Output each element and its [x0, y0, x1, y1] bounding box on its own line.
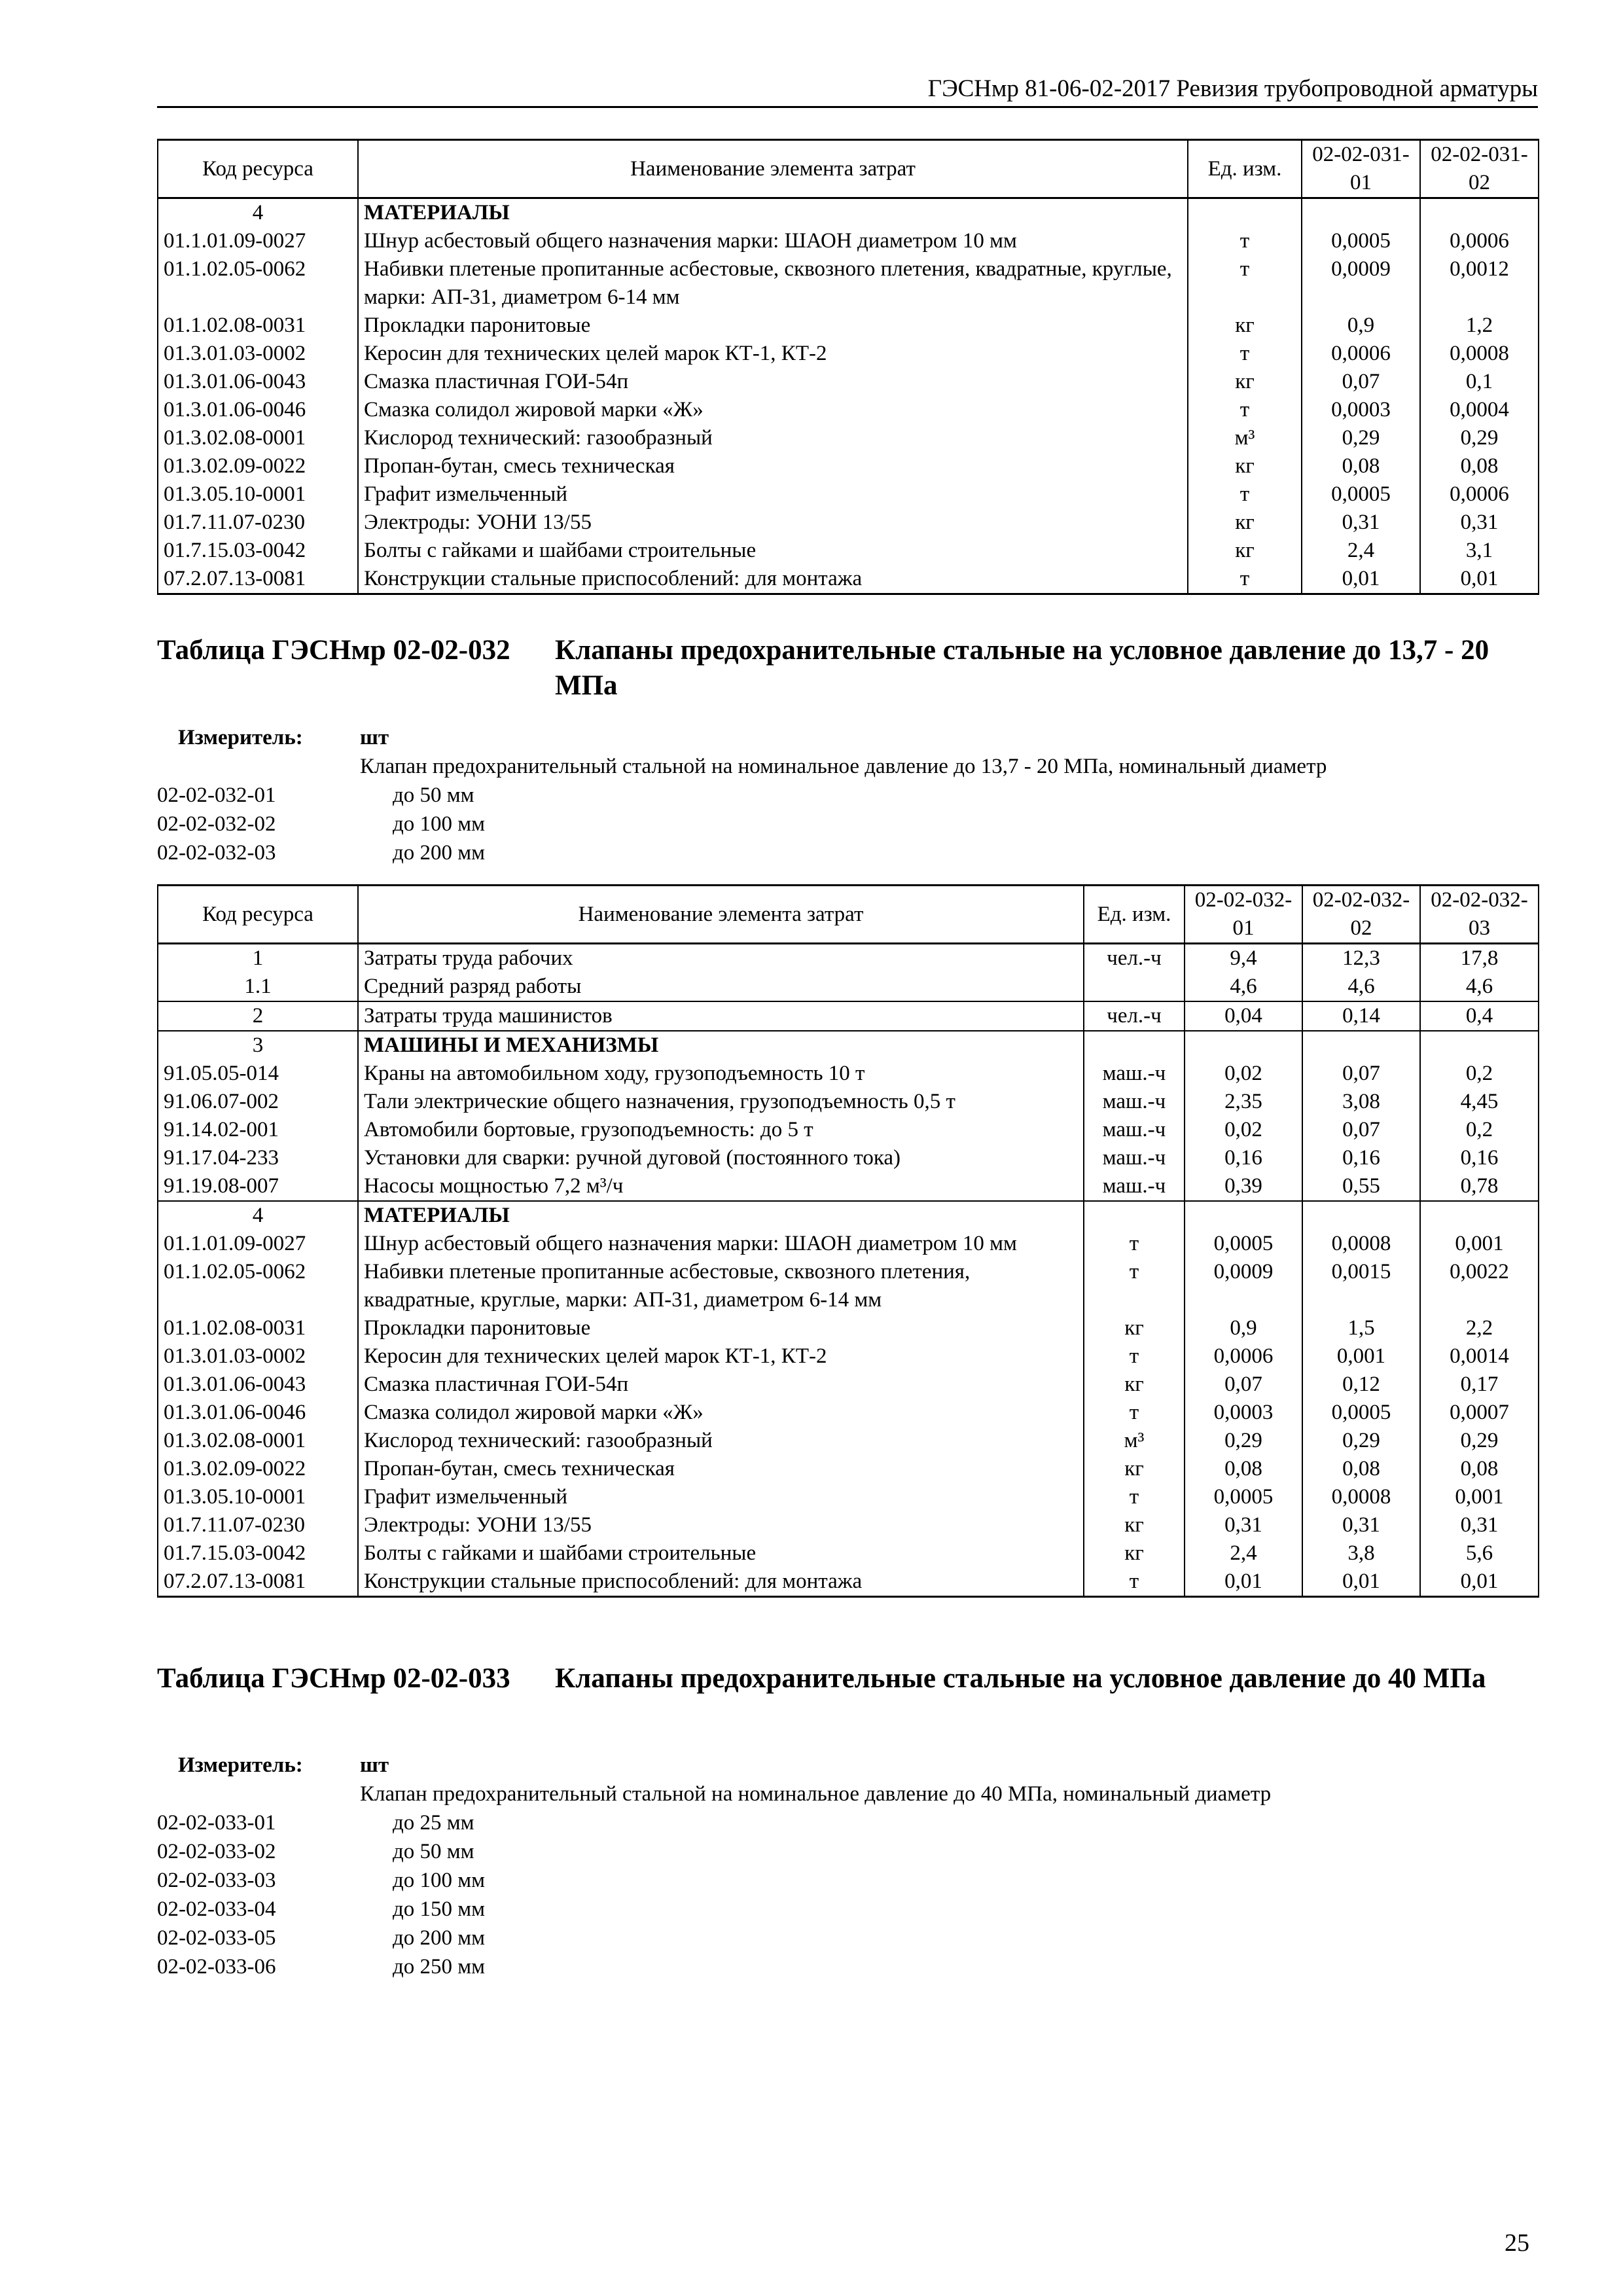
- resource-unit: т: [1188, 227, 1302, 255]
- col-header-norm: 02-02-032-03: [1420, 886, 1539, 944]
- table-row: [158, 1031, 1539, 1060]
- resource-code: 3: [158, 1031, 358, 1060]
- meter-description-row: [157, 1780, 1538, 1808]
- norm-value: 0,02: [1185, 1116, 1302, 1144]
- resource-name: Конструкции стальные приспособлений: для монтажа: [358, 1568, 1084, 1597]
- norm-value: 0,08: [1302, 452, 1420, 480]
- table-heading: Клапаны предохранительные стальные на условное давление до 40 МПа: [555, 1663, 1486, 1694]
- resource-code: 91.05.05-014: [158, 1060, 358, 1088]
- norm-value: [1185, 1201, 1302, 1230]
- resource-name: Кислород технический: газообразный: [358, 424, 1188, 452]
- norm-value: 0,2: [1420, 1116, 1539, 1144]
- resource-code: 2: [158, 1001, 358, 1031]
- norm-value: 1,2: [1420, 312, 1539, 340]
- norm-value: [1420, 1201, 1539, 1230]
- norm-value: 4,6: [1185, 973, 1302, 1001]
- meter-item-text: до 200 мм: [393, 841, 486, 865]
- resource-name: Графит измельченный: [358, 1483, 1084, 1511]
- resource-code: 01.3.05.10-0001: [158, 480, 358, 509]
- norm-value: 0,55: [1302, 1172, 1420, 1201]
- norm-value: 0,0003: [1302, 396, 1420, 424]
- resource-unit: кг: [1084, 1314, 1185, 1342]
- resource-unit: т: [1084, 1342, 1185, 1371]
- norm-value: 0,0005: [1302, 480, 1420, 509]
- table-row: [158, 312, 1539, 340]
- table-row: [158, 509, 1539, 537]
- norm-value: 0,08: [1420, 452, 1539, 480]
- meter-block-032: [157, 723, 1538, 867]
- norm-value: 0,04: [1185, 1001, 1302, 1031]
- resource-name: МАТЕРИАЛЫ: [358, 1201, 1084, 1230]
- table-header-row: [158, 886, 1539, 944]
- resource-unit: [1188, 198, 1302, 228]
- norm-value: 0,2: [1420, 1060, 1539, 1088]
- resource-code: 01.7.11.07-0230: [158, 1511, 358, 1539]
- resource-code: 01.3.01.06-0046: [158, 396, 358, 424]
- norm-value: 0,0022: [1420, 1258, 1539, 1314]
- norm-value: 0,16: [1302, 1144, 1420, 1172]
- norm-value: 0,29: [1420, 424, 1539, 452]
- norm-value: 0,0005: [1185, 1230, 1302, 1258]
- meter-label: Измеритель:: [178, 1753, 303, 1777]
- table-row: [158, 424, 1539, 452]
- resource-name: Электроды: УОНИ 13/55: [358, 1511, 1084, 1539]
- resource-name: Электроды: УОНИ 13/55: [358, 509, 1188, 537]
- meter-item-code: 02-02-033-01: [157, 1811, 276, 1835]
- resource-code: 01.1.02.08-0031: [158, 1314, 358, 1342]
- resource-unit: [1084, 1201, 1185, 1230]
- norm-value: 5,6: [1420, 1539, 1539, 1568]
- norm-value: 0,0008: [1420, 340, 1539, 368]
- resource-unit: т: [1188, 480, 1302, 509]
- norm-value: 0,39: [1185, 1172, 1302, 1201]
- table-row: [158, 1116, 1539, 1144]
- resource-unit: кг: [1188, 312, 1302, 340]
- norm-value: 0,001: [1420, 1483, 1539, 1511]
- table-row: [158, 480, 1539, 509]
- resource-unit: т: [1188, 340, 1302, 368]
- norm-value: [1302, 198, 1420, 228]
- meter-item: [157, 1952, 1538, 1981]
- norm-value: 0,0008: [1302, 1230, 1420, 1258]
- norm-value: 17,8: [1420, 944, 1539, 973]
- resource-unit: кг: [1188, 537, 1302, 565]
- norm-value: 0,0014: [1420, 1342, 1539, 1371]
- resource-code: 01.1.02.08-0031: [158, 312, 358, 340]
- resource-code: 01.1.01.09-0027: [158, 1230, 358, 1258]
- norm-value: 0,0003: [1185, 1399, 1302, 1427]
- table-row: [158, 452, 1539, 480]
- table-row: [158, 944, 1539, 973]
- table-row: [158, 1511, 1539, 1539]
- norm-value: 0,0006: [1302, 340, 1420, 368]
- norm-value: 0,9: [1302, 312, 1420, 340]
- norm-value: 0,0007: [1420, 1399, 1539, 1427]
- resource-code: 01.1.02.05-0062: [158, 255, 358, 312]
- meter-item: [157, 1895, 1538, 1924]
- resource-unit: кг: [1084, 1371, 1185, 1399]
- norm-value: 0,31: [1420, 509, 1539, 537]
- table-row: [158, 340, 1539, 368]
- table-row: [158, 1371, 1539, 1399]
- meter-item-text: до 50 мм: [393, 783, 474, 807]
- meter-block-033: [157, 1751, 1538, 1981]
- meter-item-code: 02-02-033-05: [157, 1926, 276, 1950]
- norm-value: 0,12: [1302, 1371, 1420, 1399]
- norm-value: 0,0006: [1420, 227, 1539, 255]
- meter-unit: шт: [360, 726, 389, 749]
- resource-code: 4: [158, 1201, 358, 1230]
- norm-value: 0,07: [1185, 1371, 1302, 1399]
- resource-unit: маш.-ч: [1084, 1060, 1185, 1088]
- norm-value: 0,02: [1185, 1060, 1302, 1088]
- meter-item-text: до 200 мм: [393, 1926, 486, 1950]
- resource-name: Насосы мощностью 7,2 м³/ч: [358, 1172, 1084, 1201]
- norm-value: 3,8: [1302, 1539, 1420, 1568]
- meter-item-text: до 25 мм: [393, 1811, 474, 1835]
- resource-code: 91.17.04-233: [158, 1144, 358, 1172]
- running-header: ГЭСНмр 81-06-02-2017 Ревизия трубопроводной арматуры: [157, 73, 1538, 108]
- table-row: [158, 368, 1539, 396]
- norm-value: 0,08: [1420, 1455, 1539, 1483]
- norm-value: 0,01: [1185, 1568, 1302, 1597]
- norm-value: 2,35: [1185, 1088, 1302, 1116]
- norm-value: 0,0005: [1302, 1399, 1420, 1427]
- norm-value: 9,4: [1185, 944, 1302, 973]
- resource-code: 91.06.07-002: [158, 1088, 358, 1116]
- resource-name: Кислород технический: газообразный: [358, 1427, 1084, 1455]
- resource-code: 01.3.02.09-0022: [158, 452, 358, 480]
- meter-item: [157, 1924, 1538, 1952]
- table-row: [158, 1314, 1539, 1342]
- meter-item-code: 02-02-033-04: [157, 1897, 276, 1921]
- meter-row: [157, 1751, 1538, 1780]
- table-row: [158, 1001, 1539, 1031]
- norm-value: [1185, 1031, 1302, 1060]
- meter-description-row: [157, 752, 1538, 781]
- norm-value: 0,14: [1302, 1001, 1420, 1031]
- table-row: [158, 1201, 1539, 1230]
- col-header-unit: Ед. изм.: [1084, 886, 1185, 944]
- table-row: [158, 565, 1539, 594]
- resource-name: Пропан-бутан, смесь техническая: [358, 1455, 1084, 1483]
- norm-value: 0,16: [1185, 1144, 1302, 1172]
- meter-item-code: 02-02-033-06: [157, 1955, 276, 1979]
- resource-unit: [1084, 1031, 1185, 1060]
- table-row: [158, 1230, 1539, 1258]
- norm-value: 0,08: [1185, 1455, 1302, 1483]
- meter-item-text: до 50 мм: [393, 1840, 474, 1863]
- norm-value: 0,29: [1302, 1427, 1420, 1455]
- resource-name: МАШИНЫ И МЕХАНИЗМЫ: [358, 1031, 1084, 1060]
- resource-name: Средний разряд работы: [358, 973, 1084, 1001]
- resource-code: 01.3.05.10-0001: [158, 1483, 358, 1511]
- resource-table-031: [157, 139, 1539, 595]
- table-row: [158, 198, 1539, 228]
- norm-value: 1,5: [1302, 1314, 1420, 1342]
- resource-code: 01.7.15.03-0042: [158, 537, 358, 565]
- norm-value: 0,31: [1302, 509, 1420, 537]
- resource-name: Смазка солидол жировой марки «Ж»: [358, 1399, 1084, 1427]
- norm-value: 0,9: [1185, 1314, 1302, 1342]
- meter-item-code: 02-02-032-01: [157, 783, 276, 807]
- col-header-code: Код ресурса: [158, 140, 358, 198]
- resource-code: 91.19.08-007: [158, 1172, 358, 1201]
- resource-unit: т: [1084, 1483, 1185, 1511]
- norm-value: 0,0005: [1185, 1483, 1302, 1511]
- col-header-name: Наименование элемента затрат: [358, 886, 1084, 944]
- table-row: [158, 1144, 1539, 1172]
- norm-value: 0,29: [1302, 424, 1420, 452]
- resource-name: Смазка пластичная ГОИ-54п: [358, 368, 1188, 396]
- meter-item: [157, 838, 1538, 867]
- resource-code: 01.3.02.09-0022: [158, 1455, 358, 1483]
- norm-value: 2,4: [1185, 1539, 1302, 1568]
- norm-value: 0,0008: [1302, 1483, 1420, 1511]
- norm-value: 4,6: [1302, 973, 1420, 1001]
- col-header-norm: 02-02-032-02: [1302, 886, 1420, 944]
- meter-item-text: до 100 мм: [393, 812, 486, 836]
- table-row: [158, 1539, 1539, 1568]
- norm-value: 3,1: [1420, 537, 1539, 565]
- resource-name: Болты с гайками и шайбами строительные: [358, 1539, 1084, 1568]
- resource-unit: кг: [1084, 1455, 1185, 1483]
- resource-code: 1: [158, 944, 358, 973]
- resource-name: МАТЕРИАЛЫ: [358, 198, 1188, 228]
- norm-value: 0,0012: [1420, 255, 1539, 312]
- norm-value: 0,0006: [1185, 1342, 1302, 1371]
- resource-unit: т: [1188, 255, 1302, 312]
- resource-code: 01.3.01.06-0043: [158, 368, 358, 396]
- meter-description: Клапан предохранительный стальной на номинальное давление до 40 МПа, номинальный диаметр: [360, 1782, 1272, 1806]
- resource-name: Автомобили бортовые, грузоподъемность: до 5 т: [358, 1116, 1084, 1144]
- resource-code: 01.1.01.09-0027: [158, 227, 358, 255]
- table-row: [158, 1483, 1539, 1511]
- resource-name: Керосин для технических целей марок КТ-1, КТ-2: [358, 1342, 1084, 1371]
- table-row: [158, 1342, 1539, 1371]
- meter-item: [157, 1837, 1538, 1866]
- resource-code: 01.3.02.08-0001: [158, 1427, 358, 1455]
- norm-value: 2,2: [1420, 1314, 1539, 1342]
- resource-code: 07.2.07.13-0081: [158, 1568, 358, 1597]
- norm-value: 4,6: [1420, 973, 1539, 1001]
- norm-value: 12,3: [1302, 944, 1420, 973]
- table-row: [158, 396, 1539, 424]
- norm-value: 0,29: [1185, 1427, 1302, 1455]
- norm-value: [1420, 198, 1539, 228]
- resource-name: Керосин для технических целей марок КТ-1, КТ-2: [358, 340, 1188, 368]
- resource-code: 01.7.11.07-0230: [158, 509, 358, 537]
- norm-value: 0,07: [1302, 368, 1420, 396]
- resource-table-032: [157, 884, 1539, 1598]
- resource-name: Набивки плетеные пропитанные асбестовые, сквозного плетения, квадратные, круглые, марки: АП-31, диаметром 6-14 мм: [358, 1258, 1084, 1314]
- resource-name: Установки для сварки: ручной дуговой (постоянного тока): [358, 1144, 1084, 1172]
- resource-unit: маш.-ч: [1084, 1088, 1185, 1116]
- resource-code: 91.14.02-001: [158, 1116, 358, 1144]
- meter-item: [157, 1808, 1538, 1837]
- norm-value: 3,08: [1302, 1088, 1420, 1116]
- norm-value: 0,1: [1420, 368, 1539, 396]
- table-row: [158, 537, 1539, 565]
- table-label: Таблица ГЭСНмр 02-02-033: [157, 1663, 510, 1694]
- col-header-unit: Ед. изм.: [1188, 140, 1302, 198]
- resource-code: 01.3.02.08-0001: [158, 424, 358, 452]
- resource-code: 4: [158, 198, 358, 228]
- col-header-norm: 02-02-032-01: [1185, 886, 1302, 944]
- norm-value: 0,0004: [1420, 396, 1539, 424]
- resource-unit: т: [1084, 1258, 1185, 1314]
- resource-code: 01.7.15.03-0042: [158, 1539, 358, 1568]
- resource-unit: маш.-ч: [1084, 1172, 1185, 1201]
- resource-unit: кг: [1188, 509, 1302, 537]
- page-number: 25: [1505, 2229, 1529, 2257]
- norm-value: 0,0005: [1302, 227, 1420, 255]
- resource-unit: т: [1084, 1230, 1185, 1258]
- norm-value: 0,16: [1420, 1144, 1539, 1172]
- meter-item-code: 02-02-033-02: [157, 1840, 276, 1863]
- norm-value: 0,001: [1420, 1230, 1539, 1258]
- norm-value: 0,31: [1302, 1511, 1420, 1539]
- resource-unit: м³: [1084, 1427, 1185, 1455]
- meter-row: [157, 723, 1538, 752]
- norm-value: 0,07: [1302, 1060, 1420, 1088]
- table-row: [158, 1427, 1539, 1455]
- table-row: [158, 973, 1539, 1001]
- norm-value: 4,45: [1420, 1088, 1539, 1116]
- norm-value: 0,78: [1420, 1172, 1539, 1201]
- resource-name: Прокладки паронитовые: [358, 312, 1188, 340]
- resource-code: 01.3.01.06-0046: [158, 1399, 358, 1427]
- table-heading: Клапаны предохранительные стальные на условное давление до 13,7 - 20 МПа: [555, 635, 1489, 701]
- resource-unit: т: [1188, 565, 1302, 594]
- norm-value: 0,0009: [1185, 1258, 1302, 1314]
- resource-code: 01.3.01.03-0002: [158, 1342, 358, 1371]
- resource-unit: чел.-ч: [1084, 944, 1185, 973]
- resource-code: 01.1.02.05-0062: [158, 1258, 358, 1314]
- norm-value: 0,07: [1302, 1116, 1420, 1144]
- meter-item-code: 02-02-033-03: [157, 1869, 276, 1892]
- meter-item: [157, 810, 1538, 838]
- resource-code: 01.3.01.03-0002: [158, 340, 358, 368]
- norm-value: 0,08: [1302, 1455, 1420, 1483]
- norm-value: [1302, 1031, 1420, 1060]
- resource-unit: кг: [1188, 368, 1302, 396]
- resource-code: 07.2.07.13-0081: [158, 565, 358, 594]
- resource-unit: кг: [1084, 1511, 1185, 1539]
- meter-item-text: до 100 мм: [393, 1869, 486, 1892]
- table-header-row: [158, 140, 1539, 198]
- resource-name: Затраты труда рабочих: [358, 944, 1084, 973]
- resource-name: Болты с гайками и шайбами строительные: [358, 537, 1188, 565]
- resource-code: 1.1: [158, 973, 358, 1001]
- resource-name: Краны на автомобильном ходу, грузоподъемность 10 т: [358, 1060, 1084, 1088]
- meter-item-code: 02-02-032-03: [157, 841, 276, 865]
- resource-name: Смазка пластичная ГОИ-54п: [358, 1371, 1084, 1399]
- meter-item-text: до 150 мм: [393, 1897, 486, 1921]
- meter-item: [157, 781, 1538, 810]
- resource-name: Пропан-бутан, смесь техническая: [358, 452, 1188, 480]
- table-row: [158, 227, 1539, 255]
- col-header-name: Наименование элемента затрат: [358, 140, 1188, 198]
- norm-value: 0,001: [1302, 1342, 1420, 1371]
- norm-value: 0,4: [1420, 1001, 1539, 1031]
- table-row: [158, 1399, 1539, 1427]
- meter-item-text: до 250 мм: [393, 1955, 486, 1979]
- norm-value: 0,01: [1420, 565, 1539, 594]
- table-row: [158, 1172, 1539, 1201]
- resource-unit: чел.-ч: [1084, 1001, 1185, 1031]
- resource-unit: маш.-ч: [1084, 1116, 1185, 1144]
- resource-unit: кг: [1084, 1539, 1185, 1568]
- norm-value: 0,0006: [1420, 480, 1539, 509]
- meter-unit: шт: [360, 1753, 389, 1777]
- resource-unit: т: [1084, 1399, 1185, 1427]
- norm-value: [1420, 1031, 1539, 1060]
- resource-unit: [1084, 973, 1185, 1001]
- table-label: Таблица ГЭСНмр 02-02-032: [157, 635, 510, 666]
- resource-name: Набивки плетеные пропитанные асбестовые, сквозного плетения, квадратные, круглые, марки: АП-31, диаметром 6-14 мм: [358, 255, 1188, 312]
- norm-value: 0,31: [1420, 1511, 1539, 1539]
- meter-label: Измеритель:: [178, 726, 303, 749]
- norm-value: 0,01: [1420, 1568, 1539, 1597]
- resource-unit: т: [1084, 1568, 1185, 1597]
- meter-description: Клапан предохранительный стальной на номинальное давление до 13,7 - 20 МПа, номинальный диаметр: [360, 755, 1327, 778]
- resource-name: Тали электрические общего назначения, грузоподъемность 0,5 т: [358, 1088, 1084, 1116]
- resource-unit: м³: [1188, 424, 1302, 452]
- norm-value: [1302, 1201, 1420, 1230]
- resource-code: 01.3.01.06-0043: [158, 1371, 358, 1399]
- resource-name: Шнур асбестовый общего назначения марки: ШАОН диаметром 10 мм: [358, 1230, 1084, 1258]
- resource-name: Конструкции стальные приспособлений: для монтажа: [358, 565, 1188, 594]
- resource-unit: т: [1188, 396, 1302, 424]
- norm-value: 0,01: [1302, 1568, 1420, 1597]
- table-row: [158, 1088, 1539, 1116]
- norm-value: 0,31: [1185, 1511, 1302, 1539]
- resource-unit: кг: [1188, 452, 1302, 480]
- norm-value: 0,17: [1420, 1371, 1539, 1399]
- col-header-code: Код ресурса: [158, 886, 358, 944]
- norm-value: 0,0015: [1302, 1258, 1420, 1314]
- norm-value: 2,4: [1302, 537, 1420, 565]
- norm-value: 0,29: [1420, 1427, 1539, 1455]
- col-header-norm: 02-02-031-01: [1302, 140, 1420, 198]
- table-row: [158, 1455, 1539, 1483]
- resource-name: Смазка солидол жировой марки «Ж»: [358, 396, 1188, 424]
- table-row: [158, 1568, 1539, 1597]
- meter-item-code: 02-02-032-02: [157, 812, 276, 836]
- resource-name: Затраты труда машинистов: [358, 1001, 1084, 1031]
- resource-name: Шнур асбестовый общего назначения марки: ШАОН диаметром 10 мм: [358, 227, 1188, 255]
- table-row: [158, 255, 1539, 312]
- norm-value: 0,0009: [1302, 255, 1420, 312]
- resource-name: Прокладки паронитовые: [358, 1314, 1084, 1342]
- resource-name: Графит измельченный: [358, 480, 1188, 509]
- norm-value: 0,01: [1302, 565, 1420, 594]
- table-row: [158, 1258, 1539, 1314]
- resource-unit: маш.-ч: [1084, 1144, 1185, 1172]
- col-header-norm: 02-02-031-02: [1420, 140, 1539, 198]
- table-row: [158, 1060, 1539, 1088]
- meter-item: [157, 1866, 1538, 1895]
